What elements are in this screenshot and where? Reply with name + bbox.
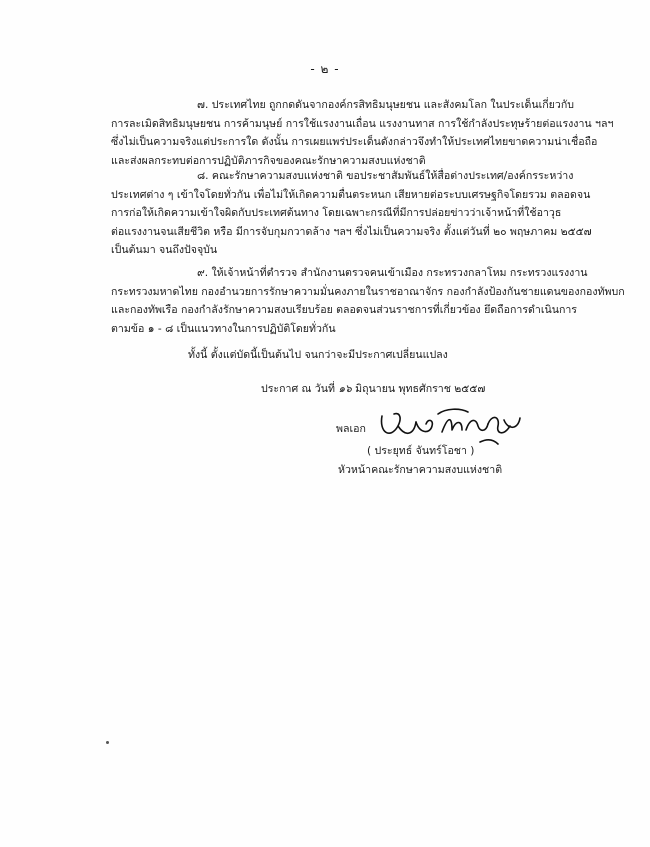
- paragraph-line: และกองทัพเรือ กองกำลังรักษาความสงบเรียบร้อย ตลอดจนส่วนราชการที่เกี่ยวข้อง ยึดถือการดำเนินการ: [111, 304, 578, 316]
- paragraph-line: การก่อให้เกิดความเข้าใจผิดกับประเทศต้นทาง โดยเฉพาะกรณีที่มีการปล่อยข่าวว่าเจ้าหน้าที่ใช้อาวุธ: [111, 207, 562, 219]
- page-number: - ๒ -: [310, 62, 340, 76]
- paragraph-line: ๗. ประเทศไทย ถูกกดดันจากองค์กรสิทธิมนุษยชน และสังคมโลก ในประเด็นเกี่ยวกับ: [197, 99, 574, 111]
- paragraph-line: ๘. คณะรักษาความสงบแห่งชาติ ขอประชาสัมพันธ์ให้สื่อต่างประเทศ/องค์กรระหว่าง: [197, 170, 574, 182]
- paragraph-item-7: [111, 96, 614, 170]
- closing-statement: ทั้งนี้ ตั้งแต่บัดนี้เป็นต้นไป จนกว่าจะมีประกาศเปลี่ยนแปลง: [188, 349, 448, 361]
- signatory-title: หัวหน้าคณะรักษาความสงบแห่งชาติ: [338, 464, 503, 476]
- paragraph-line: ซึ่งไม่เป็นความจริงแต่ประการใด ดังนั้น การเผยแพร่ประเด็นดังกล่าวจึงทำให้ประเทศไทยขาดความน่าเชื่อถือ: [111, 136, 598, 148]
- paragraph-line: ๙. ให้เจ้าหน้าที่ตำรวจ สำนักงานตรวจคนเข้าเมือง กระทรวงกลาโหม กระทรวงแรงงาน: [197, 267, 588, 279]
- announcement-date: [261, 380, 485, 397]
- date-suffix: มิถุนายน พุทธศักราช ๒๕๕๗: [355, 383, 486, 395]
- scan-speck: [106, 741, 109, 744]
- date-prefix: ประกาศ ณ วันที่: [261, 383, 335, 395]
- paragraph-item-9: [111, 264, 625, 338]
- paragraph-line: เป็นต้นมา จนถึงปัจจุบัน: [111, 244, 218, 256]
- signatory-name: ( ประยุทธ์ จันทร์โอชา ): [367, 445, 475, 457]
- date-day: ๑๖: [338, 383, 352, 395]
- paragraph-line: การละเมิดสิทธิมนุษยชน การค้ามนุษย์ การใช้แรงงานเถื่อน แรงงานทาส การใช้กำลังประทุษร้ายต่อแรงงาน ฯลฯ: [111, 117, 614, 130]
- paragraph-line: และส่งผลกระทบต่อการปฏิบัติภารกิจของคณะรักษาความสงบแห่งชาติ: [111, 154, 426, 167]
- signatory-rank: พลเอก: [336, 423, 366, 435]
- paragraph-line: ตามข้อ ๑ - ๘ เป็นแนวทางในการปฏิบัติโดยทั่วกัน: [111, 322, 336, 335]
- paragraph-line: ประเทศต่าง ๆ เข้าใจโดยทั่วกัน เพื่อไม่ให้เกิดความตื่นตระหนก เสียหายต่อระบบเศรษฐกิจโดยรวม ตลอดจน: [111, 188, 591, 201]
- paragraph-item-8: [111, 167, 592, 260]
- paragraph-line: ต่อแรงงานจนเสียชีวิต หรือ มีการจับกุมกวาดล้าง ฯลฯ ซึ่งไม่เป็นความจริง ตั้งแต่วันที่ ๒๐ พฤษภาคม ๒๕๕๗: [111, 225, 592, 238]
- paragraph-line: กระทรวงมหาดไทย กองอำนวยการรักษาความมั่นคงภายในราชอาณาจักร กองกำลังป้องกันชายแดนของกองทัพบก: [111, 285, 625, 298]
